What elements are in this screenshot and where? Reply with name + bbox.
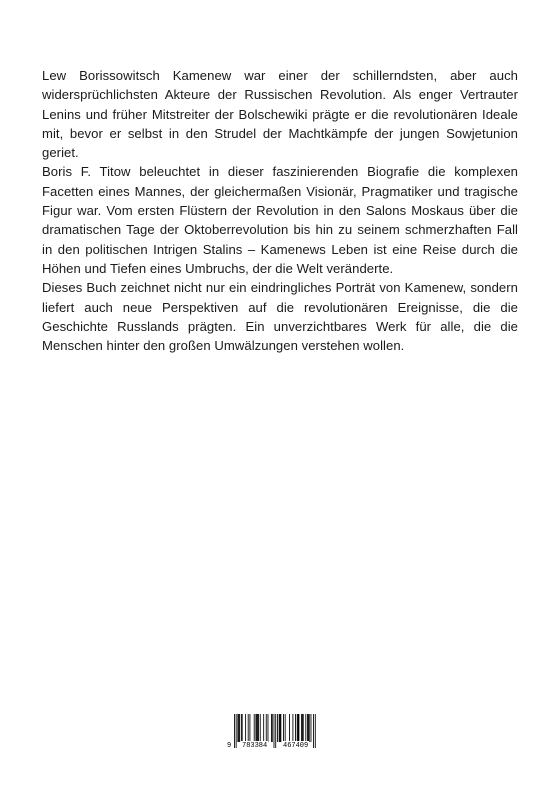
barcode-left-group: 783384 bbox=[242, 742, 268, 750]
barcode-bar bbox=[254, 714, 255, 742]
barcode-bar bbox=[309, 714, 310, 742]
barcode-first-digit: 9 bbox=[227, 742, 232, 750]
blurb-paragraph-1: Lew Borissowitsch Kamenew war einer der schillerndsten, aber auch widersprüchlichsten Akteure der Russischen Revolution. Als enger Vertrauter Lenins und früher Mitstreiter der Bolschewiki prägte er die revolutionären Ideale mit, bevor er selbst in den Strudel der Machtkämpfe der jungen Sowjetunion geriet. bbox=[42, 68, 518, 161]
barcode-bar bbox=[258, 714, 259, 742]
barcode-digits bbox=[226, 741, 320, 753]
barcode-bar bbox=[241, 714, 242, 742]
barcode-bar bbox=[268, 714, 269, 742]
barcode-bar bbox=[256, 714, 257, 742]
barcode-bar bbox=[263, 714, 264, 742]
barcode-bar bbox=[311, 714, 312, 742]
barcode-bar bbox=[302, 714, 303, 742]
barcode-bar bbox=[256, 714, 257, 742]
barcode-bar bbox=[280, 714, 281, 742]
barcode-bar bbox=[297, 714, 298, 742]
barcode-bar bbox=[238, 714, 239, 742]
barcode-bar bbox=[249, 714, 250, 742]
barcode-bar bbox=[303, 714, 304, 742]
barcode-bar bbox=[248, 714, 249, 742]
barcode-bar bbox=[242, 714, 243, 742]
barcode-bar bbox=[237, 714, 238, 742]
blurb-paragraph-3: Dieses Buch zeichnet nicht nur ein eindringliches Porträt von Kamenew, sondern liefert auch neue Perspektiven auf die revolutionären Ereignisse, die die Geschichte Russlands prägten. Ein unverzichtbares Werk für alle, die die Menschen hinter den großen Umwälzungen verstehen wollen. bbox=[42, 280, 518, 354]
barcode-bar bbox=[305, 714, 306, 742]
blurb-paragraph-2: Boris F. Titow beleuchtet in dieser faszinierenden Biografie die komplexen Facetten eines Mannes, der gleichermaßen Visionär, Pragmatiker und tragische Figur war. Vom ersten Flüstern der Revolution in den Salons Moskaus über die dramatischen Tage der Oktoberrevolution bis hin zu seinem schmerzhaften Fall in den politischen Intrigen Stalins – Kamenews Leben ist eine Reise durch die Höhen und Tiefen eines Umbruchs, der die Welt veränderte. bbox=[42, 164, 518, 276]
barcode-bar bbox=[260, 714, 261, 742]
barcode-bar bbox=[285, 714, 286, 742]
barcode-bar bbox=[301, 714, 302, 742]
barcode-bar bbox=[271, 714, 272, 742]
barcode-bar bbox=[298, 714, 299, 742]
barcode-bar bbox=[308, 714, 309, 742]
barcode-bar bbox=[283, 714, 284, 742]
barcode-bar bbox=[266, 714, 267, 742]
barcode-bar bbox=[272, 714, 273, 742]
barcode-bar bbox=[277, 714, 278, 742]
back-cover-blurb bbox=[42, 66, 518, 355]
barcode-bar bbox=[279, 714, 280, 742]
isbn-barcode bbox=[226, 714, 320, 754]
barcode-bar bbox=[239, 714, 240, 742]
barcode-bar bbox=[280, 714, 281, 742]
barcode-bar bbox=[295, 714, 296, 742]
barcode-bar bbox=[292, 714, 293, 742]
barcode-bar bbox=[289, 714, 290, 742]
barcode-bar bbox=[299, 714, 300, 742]
barcode-bar bbox=[257, 714, 258, 742]
barcode-right-group: 467409 bbox=[283, 742, 309, 750]
barcode-bar bbox=[245, 714, 246, 742]
barcode-bar bbox=[307, 714, 308, 742]
